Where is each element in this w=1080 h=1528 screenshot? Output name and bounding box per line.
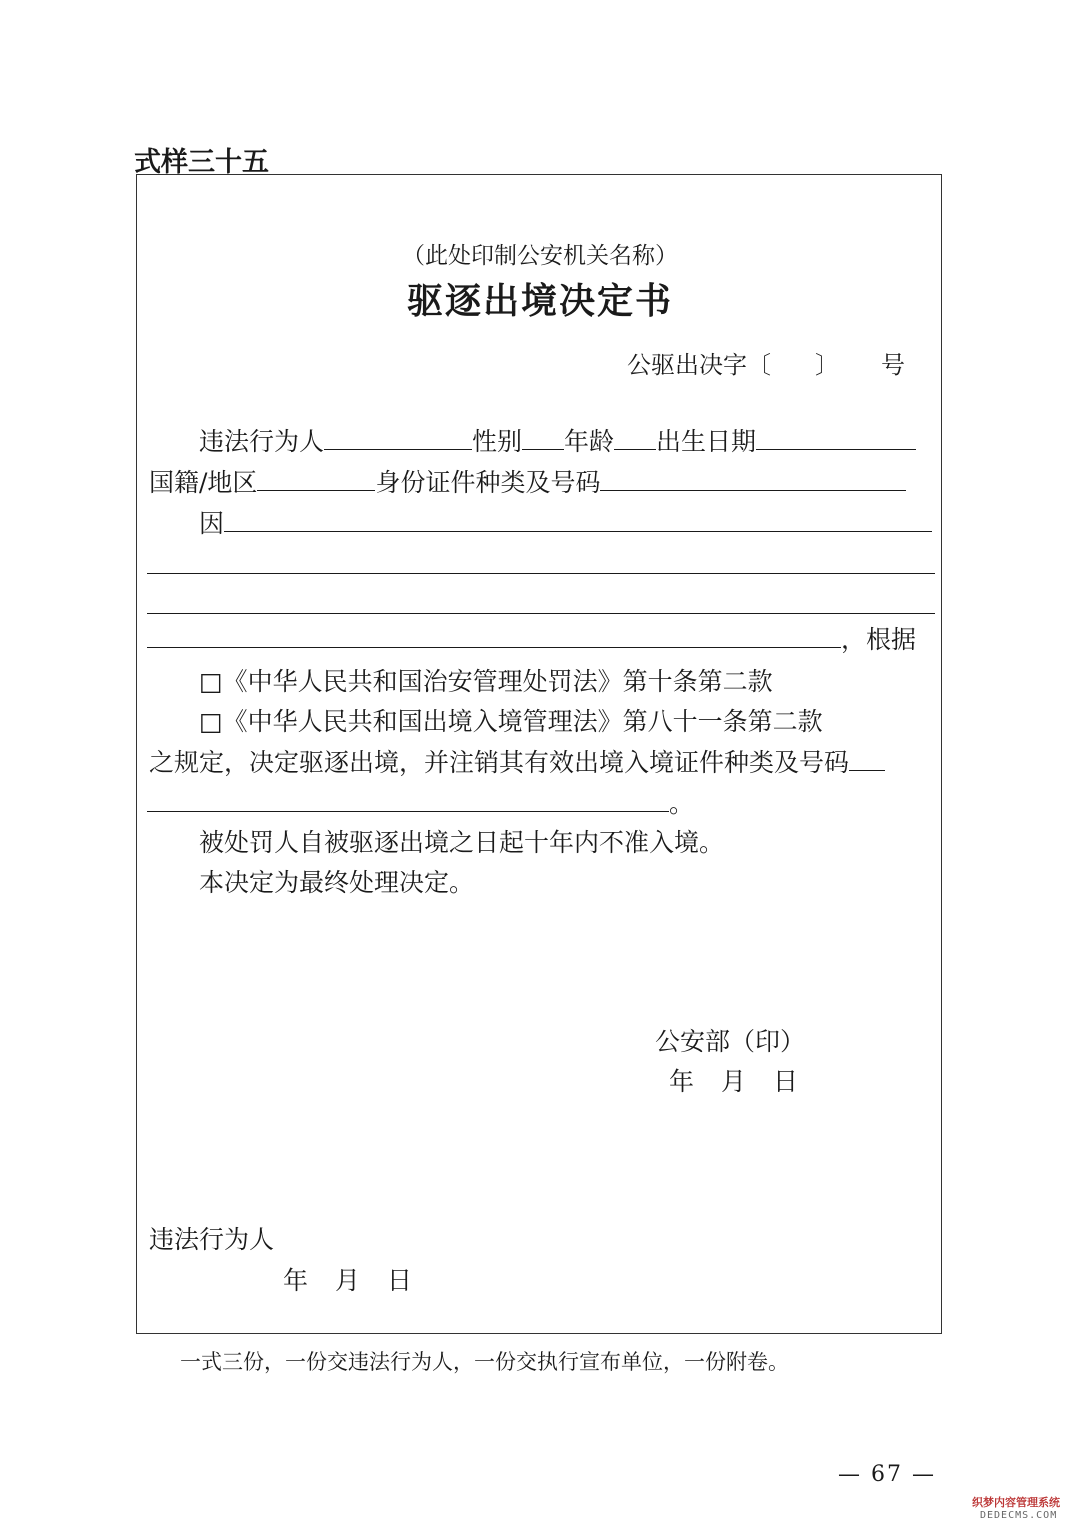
reason-field-line-1[interactable] bbox=[224, 507, 932, 532]
law-option-2-label: 《中华人民共和国出境入境管理法》第八十一条第二款 bbox=[222, 707, 823, 736]
doc-number-suffix: 号 bbox=[881, 351, 905, 379]
reason-field-line-2[interactable] bbox=[147, 573, 935, 574]
law-option-1 bbox=[199, 665, 773, 699]
copies-footnote: 一式三份，一份交违法行为人，一份交执行宣布单位，一份附卷。 bbox=[180, 1350, 789, 1374]
law-option-1-checkbox[interactable]: □ bbox=[199, 667, 223, 696]
law-option-1-label: 《中华人民共和国治安管理处罚法》第十条第二款 bbox=[222, 667, 773, 696]
cancelled-document-field-line-1[interactable] bbox=[849, 746, 885, 771]
issue-date: 年 月 日 bbox=[669, 1067, 800, 1096]
id-document-label: 身份证件种类及号码 bbox=[375, 468, 601, 497]
birth-date-label: 出生日期 bbox=[656, 427, 757, 456]
doc-number-open-bracket: 〔 bbox=[747, 351, 771, 379]
issuer-seal: 公安部（印） bbox=[655, 1027, 806, 1056]
offender-row bbox=[199, 425, 916, 459]
offender-name-field[interactable] bbox=[324, 425, 472, 450]
signer-label: 违法行为人 bbox=[149, 1225, 275, 1254]
sample-label: 式样三十五 bbox=[134, 147, 269, 178]
period-mark: 。 bbox=[669, 789, 695, 818]
basis-row bbox=[147, 623, 916, 657]
reason-row bbox=[199, 507, 932, 541]
nationality-label: 国籍/地区 bbox=[149, 468, 258, 497]
agency-name-placeholder: （此处印制公安机关名称） bbox=[402, 243, 678, 269]
final-decision-paragraph: 本决定为最终处理决定。 bbox=[199, 868, 475, 897]
decision-text: 之规定，决定驱逐出境，并注销其有效出境入境证件种类及号码 bbox=[149, 748, 850, 777]
gender-field[interactable] bbox=[522, 425, 564, 450]
birth-date-field[interactable] bbox=[756, 425, 916, 450]
doc-number-close-bracket: 〕 bbox=[815, 351, 839, 379]
watermark-logo-text: 织梦内容管理系统 bbox=[972, 1496, 1060, 1509]
reason-field-line-3[interactable] bbox=[147, 613, 935, 614]
law-option-2-checkbox[interactable]: □ bbox=[199, 707, 223, 736]
decision-continuation-row bbox=[147, 787, 694, 821]
page-number: — 67 — bbox=[838, 1462, 936, 1487]
nationality-field[interactable] bbox=[257, 466, 375, 491]
nationality-row bbox=[149, 466, 906, 500]
law-option-2 bbox=[199, 705, 823, 739]
decision-row bbox=[149, 746, 885, 780]
age-label: 年龄 bbox=[564, 427, 615, 456]
document-number bbox=[627, 345, 905, 380]
doc-number-prefix: 公驱出决字 bbox=[627, 351, 747, 379]
id-document-field[interactable] bbox=[600, 466, 906, 491]
gender-label: 性别 bbox=[472, 427, 523, 456]
decision-form bbox=[136, 174, 942, 1334]
reason-field-line-4[interactable] bbox=[147, 623, 841, 648]
basis-suffix: ，根据 bbox=[841, 625, 917, 654]
age-field[interactable] bbox=[614, 425, 656, 450]
signer-date: 年 月 日 bbox=[283, 1266, 414, 1295]
document-title: 驱逐出境决定书 bbox=[406, 280, 673, 322]
cancelled-document-field-line-2[interactable] bbox=[147, 787, 669, 812]
no-entry-paragraph: 被处罚人自被驱逐出境之日起十年内不准入境。 bbox=[199, 828, 725, 857]
offender-label: 违法行为人 bbox=[199, 427, 325, 456]
watermark-domain: DEDECMS.COM bbox=[980, 1510, 1058, 1521]
reason-label: 因 bbox=[199, 509, 225, 538]
